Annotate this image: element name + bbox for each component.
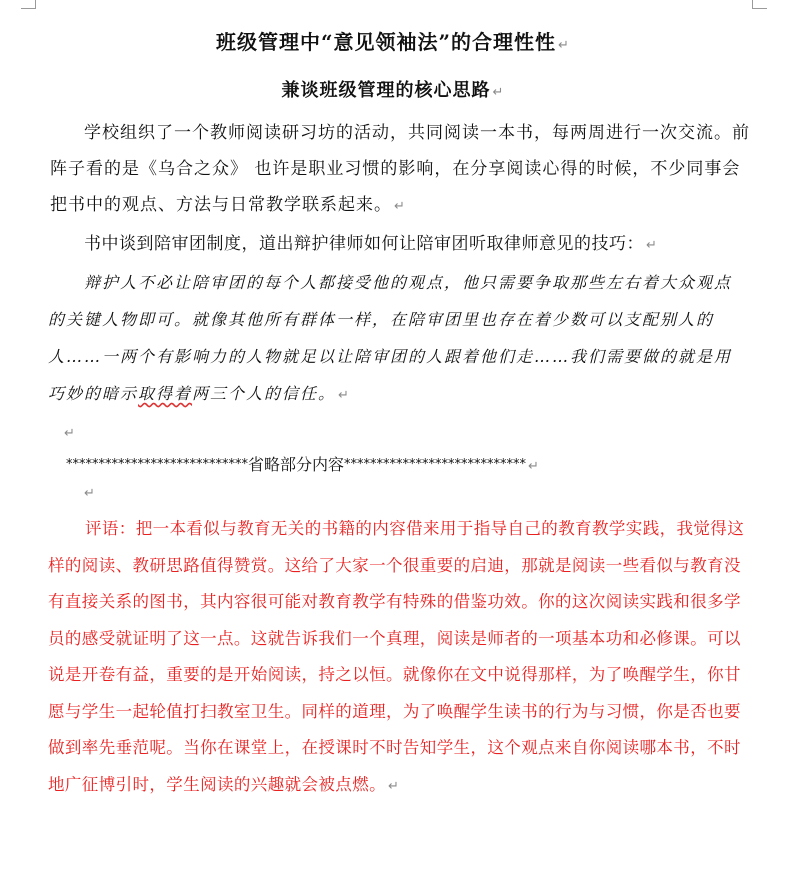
empty-paragraph [82, 482, 95, 501]
asterisk-divider-right: **************************** [344, 457, 527, 472]
margin-crop-mark-right [752, 0, 767, 9]
paragraph-mark-icon: ↵ [338, 388, 351, 403]
lead-paragraph [84, 229, 754, 254]
document-title [0, 26, 786, 55]
spellcheck-underlined-text: 取得着 [138, 384, 193, 403]
omission-line [66, 452, 746, 475]
paragraph-mark-icon: ↵ [388, 778, 400, 794]
asterisk-divider-left: **************************** [66, 457, 248, 472]
paragraph-mark-icon: ↵ [646, 238, 658, 253]
paragraph-mark-icon: ↵ [84, 486, 95, 501]
empty-paragraph [62, 422, 75, 441]
lead-text: 书中谈到陪审团制度，道出辩护律师如何让陪审团听取律师意见的技巧： [84, 234, 644, 254]
quote-text-after: 两三个人的信任。 [192, 384, 337, 403]
subtitle-text: 兼谈班级管理的核心思路 [281, 80, 491, 101]
paragraph-mark-icon: ↵ [394, 199, 406, 214]
omission-text: 省略部分内容 [248, 455, 345, 474]
paragraph-mark-icon: ↵ [64, 426, 75, 441]
paragraph-mark-icon: ↵ [492, 85, 505, 100]
quote-paragraph [48, 264, 748, 414]
paragraph-mark-icon: ↵ [528, 459, 539, 474]
title-text: 班级管理中“意见领袖法”的合理性性 [216, 30, 557, 54]
reviewer-comment-paragraph [48, 511, 748, 805]
quote-text-before: 辩护人不必让陪审团的每个人都接受他的观点，他只需要争取那些左右着大众观点的关键人物即可。就像其他所有群体一样，在陪审团里也存在着少数可以支配别人的人……一两个有影响力的人物就足以让陪审团的人跟着他们走……我们需要做的就是用巧妙的暗示 [48, 273, 733, 403]
document-subtitle [0, 76, 786, 102]
comment-text: 评语：把一本看似与教育无关的书籍的内容借来用于指导自己的教育教学实践，我觉得这样的阅读、教研思路值得赞赏。这给了大家一个很重要的启迪，那就是阅读一些看似与教育没有直接关系的图书，其内容很可能对教育教学有特殊的借鉴功效。你的这次阅读实践和很多学员的感受就证明了这一点。这就告诉我们一个真理，阅读是师者的一项基本功和必修课。可以说是开卷有益，重要的是开始阅读，持之以恒。就像你在文中说得那样，为了唤醒学生，你甘愿与学生一起轮值打扫教室卫生。同样的道理，为了唤醒学生读书的行为与习惯，你是否也要做到率先垂范呢。当你在课堂上，在授课时不时告知学生，这个观点来自你阅读哪本书，不时地广征博引时，学生阅读的兴趣就会被点燃。 [48, 519, 745, 794]
intro-paragraph [50, 115, 750, 225]
intro-text: 学校组织了一个教师阅读研习坊的活动，共同阅读一本书，每两周进行一次交流。前阵子看的是《乌合之众》 也许是职业习惯的影响，在分享阅读心得的时候，不少同事会把书中的观点、方法与日常教学联系起来。 [50, 123, 750, 215]
paragraph-mark-icon: ↵ [558, 38, 570, 53]
margin-crop-mark-left [21, 0, 36, 9]
